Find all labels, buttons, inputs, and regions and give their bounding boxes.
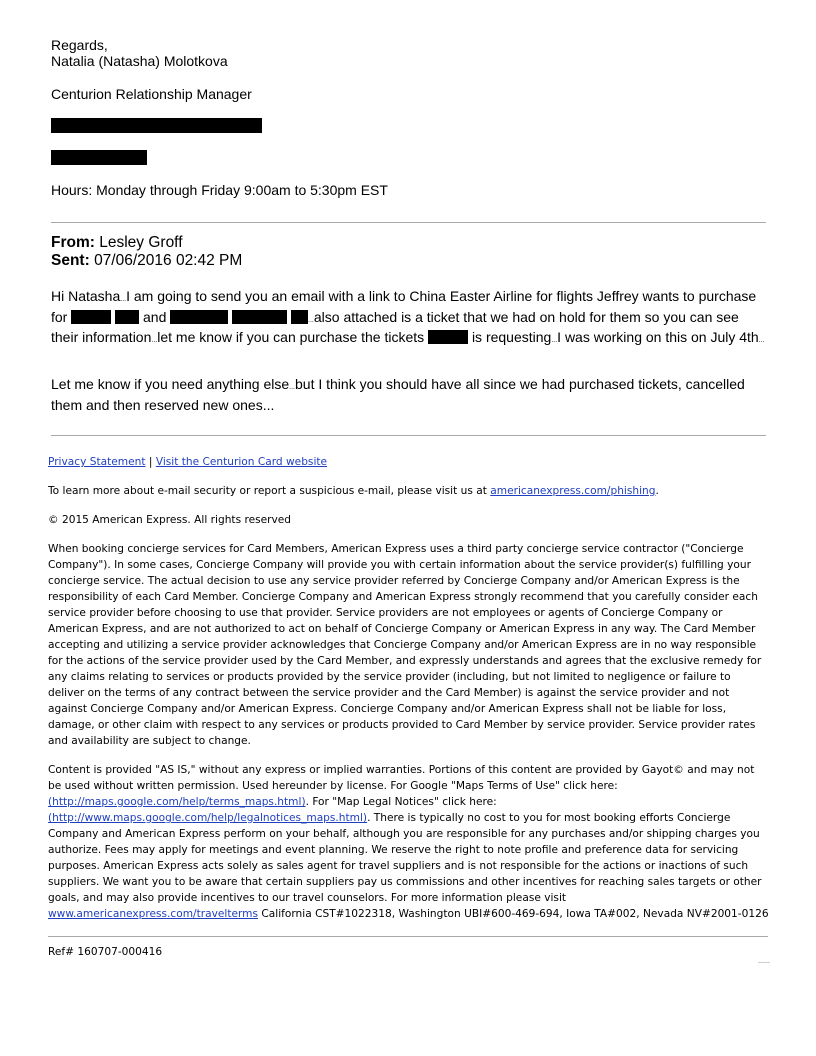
from-label: From: bbox=[51, 234, 95, 251]
divider bbox=[758, 962, 770, 963]
message-paragraph: Hi Natasha...I am going to send you an email with a link to China Easter Airline for flights Jeffrey wants to purchase for and ...also attached is a ticket that we had on hold for them so you can see their information...let me know if you can purchase the tickets is requesting...I was working on this on July 4th... bbox=[51, 288, 765, 345]
signature-title: Centurion Relationship Manager bbox=[51, 86, 252, 102]
maps-terms-link[interactable]: (http://maps.google.com/help/terms_maps.html) bbox=[48, 796, 306, 808]
security-notice: To learn more about e-mail security or report a suspicious e-mail, please visit us at americanexpress.com/phishing. bbox=[48, 485, 659, 497]
divider bbox=[48, 936, 768, 937]
footer-links bbox=[48, 454, 770, 470]
redaction-bar bbox=[232, 310, 287, 324]
divider bbox=[51, 222, 766, 223]
copyright: © 2015 American Express. All rights reserved bbox=[48, 514, 291, 526]
link-separator: | bbox=[148, 456, 153, 468]
signature-hours: Hours: Monday through Friday 9:00am to 5:30pm EST bbox=[51, 182, 388, 198]
email-header bbox=[51, 234, 242, 270]
disclaimer-paragraph: When booking concierge services for Card Members, American Express uses a third party concierge service contractor ("Concierge Company"). In some cases, Concierge Company will provide you with certain information about the service provider(s) fulfilling your concierge service. The actual decision to use any service provider referred by Concierge Company and/or American Express is the responsibility of each Card Member. Concierge Company and American Express strongly recommend that you carefully consider each service provider before choosing to use that provider. Service providers are not employees or agents of Concierge Company or American Express, and are not authorized to act on behalf of Concierge Company or American Express in any way. The Card Member accepting and utilizing a service provider acknowledges that Concierge Company and/or American Express are in no way responsible for the actions of the service provider used by the Card Member, and expressly understands and agrees that the exclusive remedy for any claims relating to services or products provided by the service provider (including, but not limited to negligence or failure to deliver on the terms of any contract between the service provider and the Card Member) is against the service provider and not against Concierge Company and/or American Express. Concierge Company and/or American Express shall not be liable for loss, damage, or other claim with respect to any services or products provided to Card Member by service provider. Service provider rates and availability are subject to change. bbox=[48, 543, 762, 747]
sent-value: 07/06/2016 02:42 PM bbox=[94, 252, 243, 269]
phishing-link[interactable]: americanexpress.com/phishing bbox=[490, 485, 656, 497]
from-value: Lesley Groff bbox=[99, 234, 183, 251]
divider bbox=[51, 435, 766, 436]
maps-legal-link[interactable]: (http://www.maps.google.com/help/legalnotices_maps.html) bbox=[48, 812, 368, 824]
travelterms-link[interactable]: www.americanexpress.com/travelterms bbox=[48, 908, 259, 920]
privacy-statement-link[interactable]: Privacy Statement bbox=[48, 456, 146, 468]
content-paragraph: Content is provided "AS IS," without any express or implied warranties. Portions of this content are provided by Gayot© and may not be used without written permission. Used hereunder by license. For Google "Maps Terms of Use" click here: (http://maps.google.com/help/terms_maps.html). For "Map Legal Notices" click here: (http://www.maps.google.com/help/legalnotices_maps.html). There is typically no cost to you for most booking efforts Concierge Company and American Express perform on your behalf, although you are responsible for any purchases and/or shipping charges you authorize. Fees may apply for meetings and event planning. We reserve the right to note profile and preference data for servicing purposes. American Express acts solely as sales agent for travel suppliers and is not responsible for the actions or inactions of such suppliers. We want you to be aware that certain suppliers pay us commissions and other incentives for reaching sales targets or other goals, and may also provide incentives to our travel counselors. For more information please visit www.americanexpress.com/travelterms California CST#1022318, Washington UBI#600-469-694, Iowa TA#002, Nevada NV#2001-0126 bbox=[48, 764, 769, 920]
redaction-bar bbox=[170, 310, 228, 324]
redaction-bar bbox=[71, 310, 111, 324]
signature-block bbox=[51, 37, 228, 69]
redaction-bar bbox=[428, 330, 468, 344]
redaction-bar bbox=[51, 118, 262, 133]
sent-label: Sent: bbox=[51, 252, 90, 269]
centurion-website-link[interactable]: Visit the Centurion Card website bbox=[155, 456, 328, 468]
redaction-bar bbox=[51, 150, 147, 165]
redaction-bar bbox=[291, 310, 308, 324]
redaction-bar bbox=[115, 310, 139, 324]
reference-number: Ref# 160707-000416 bbox=[48, 946, 163, 958]
signature-name: Natalia (Natasha) Molotkova bbox=[51, 53, 228, 69]
message-paragraph: Let me know if you need anything else...but I think you should have all since we had purchased tickets, cancelled them and then reserved new ones... bbox=[51, 376, 745, 413]
signature-regards: Regards, bbox=[51, 37, 108, 53]
